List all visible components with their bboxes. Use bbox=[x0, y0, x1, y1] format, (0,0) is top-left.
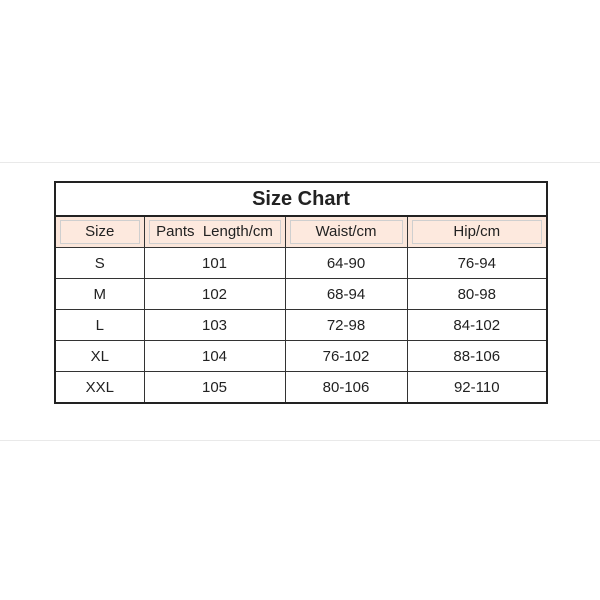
cell-waist: 68-94 bbox=[285, 279, 407, 310]
cell-pants-length: 102 bbox=[144, 279, 285, 310]
cell-waist: 76-102 bbox=[285, 341, 407, 372]
cell-hip: 92-110 bbox=[407, 372, 546, 403]
cell-size: L bbox=[56, 310, 144, 341]
table-row bbox=[56, 279, 546, 310]
header-hip-label: Hip/cm bbox=[412, 220, 543, 244]
cell-size: S bbox=[56, 248, 144, 279]
table-row bbox=[56, 248, 546, 279]
cell-hip: 88-106 bbox=[407, 341, 546, 372]
chart-title: Size Chart bbox=[56, 183, 546, 217]
header-waist-label: Waist/cm bbox=[290, 220, 403, 244]
header-size bbox=[56, 217, 144, 248]
top-divider bbox=[0, 162, 600, 163]
size-table bbox=[56, 217, 546, 402]
cell-waist: 64-90 bbox=[285, 248, 407, 279]
header-hip bbox=[407, 217, 546, 248]
cell-pants-length: 103 bbox=[144, 310, 285, 341]
cell-size: XL bbox=[56, 341, 144, 372]
cell-pants-length: 105 bbox=[144, 372, 285, 403]
cell-size: XXL bbox=[56, 372, 144, 403]
header-waist bbox=[285, 217, 407, 248]
table-row bbox=[56, 310, 546, 341]
table-row bbox=[56, 341, 546, 372]
cell-pants-length: 101 bbox=[144, 248, 285, 279]
cell-pants-length: 104 bbox=[144, 341, 285, 372]
header-row bbox=[56, 217, 546, 248]
header-pants-length-label: Pants Length/cm bbox=[149, 220, 281, 244]
size-chart bbox=[54, 181, 548, 404]
table-row bbox=[56, 372, 546, 403]
bottom-divider bbox=[0, 440, 600, 441]
cell-hip: 76-94 bbox=[407, 248, 546, 279]
cell-waist: 80-106 bbox=[285, 372, 407, 403]
cell-size: M bbox=[56, 279, 144, 310]
cell-waist: 72-98 bbox=[285, 310, 407, 341]
cell-hip: 80-98 bbox=[407, 279, 546, 310]
header-size-label: Size bbox=[60, 220, 140, 244]
cell-hip: 84-102 bbox=[407, 310, 546, 341]
header-pants-length bbox=[144, 217, 285, 248]
